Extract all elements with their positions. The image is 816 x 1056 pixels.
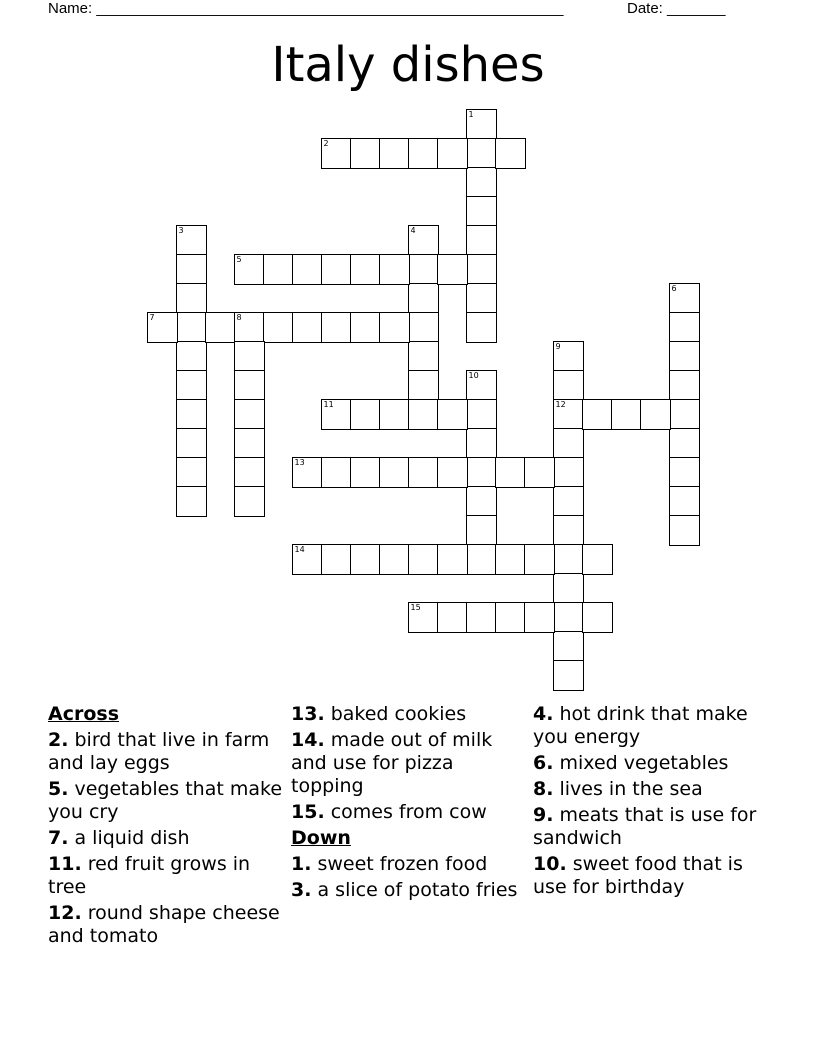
- grid-cell[interactable]: [495, 457, 526, 488]
- grid-cell[interactable]: [321, 544, 352, 575]
- clue-number: 8: [236, 312, 242, 322]
- grid-cell[interactable]: [553, 399, 584, 430]
- grid-cell[interactable]: [437, 544, 468, 575]
- clue-item-number: 9.: [533, 804, 554, 826]
- grid-cell[interactable]: [350, 457, 381, 488]
- grid-cell[interactable]: [553, 370, 584, 401]
- clue-item: [48, 902, 284, 948]
- grid-cell[interactable]: [408, 399, 439, 430]
- grid-cell[interactable]: [669, 283, 700, 314]
- grid-cell[interactable]: [176, 254, 207, 285]
- grid-cell[interactable]: [205, 312, 236, 343]
- grid-cell[interactable]: [466, 457, 497, 488]
- grid-cell[interactable]: [292, 457, 323, 488]
- grid-cell[interactable]: [321, 254, 352, 285]
- grid-cell[interactable]: [669, 515, 700, 546]
- grid-cell[interactable]: [582, 602, 613, 633]
- grid-cell[interactable]: [408, 225, 439, 256]
- clue-item: [291, 853, 527, 876]
- clue-number: 2: [323, 138, 329, 148]
- clue-item-text: a slice of potato fries: [311, 879, 518, 901]
- grid-cell[interactable]: [466, 283, 497, 314]
- clue-number: 13: [294, 457, 305, 467]
- grid-cell[interactable]: [553, 573, 584, 604]
- name-field-label[interactable]: Name: ________________________________________________________: [48, 0, 564, 17]
- clue-item-number: 1.: [291, 853, 312, 875]
- grid-cell[interactable]: [176, 312, 207, 343]
- clue-item-number: 6.: [533, 752, 554, 774]
- grid-cell[interactable]: [408, 341, 439, 372]
- clue-section-heading: Across: [48, 703, 120, 725]
- grid-cell[interactable]: [263, 312, 294, 343]
- clue-number: 1: [468, 109, 474, 119]
- grid-cell[interactable]: [408, 138, 439, 169]
- clue-item: [533, 752, 769, 775]
- grid-cell[interactable]: [437, 138, 468, 169]
- grid-cell[interactable]: [466, 515, 497, 546]
- grid-cell[interactable]: [437, 602, 468, 633]
- grid-cell[interactable]: [553, 660, 584, 691]
- clue-item: [48, 778, 284, 824]
- grid-cell[interactable]: [321, 312, 352, 343]
- grid-cell[interactable]: [408, 283, 439, 314]
- grid-cell[interactable]: [553, 341, 584, 372]
- grid-cell[interactable]: [669, 341, 700, 372]
- clue-item-text: sweet frozen food: [311, 853, 488, 875]
- clue-number: 15: [410, 602, 421, 612]
- clue-item-number: 13.: [291, 703, 325, 725]
- clue-item-text: vegetables that make you cry: [48, 778, 283, 823]
- clue-item-number: 15.: [291, 801, 325, 823]
- grid-cell[interactable]: [176, 341, 207, 372]
- grid-cell[interactable]: [553, 515, 584, 546]
- grid-cell[interactable]: [495, 138, 526, 169]
- clue-item: [48, 853, 284, 899]
- grid-cell[interactable]: [466, 109, 497, 140]
- clue-item-text: mixed vegetables: [553, 752, 729, 774]
- clue-number: 6: [671, 283, 677, 293]
- clue-item-number: 10.: [533, 853, 567, 875]
- clue-item-number: 7.: [48, 827, 69, 849]
- grid-cell[interactable]: [379, 138, 410, 169]
- grid-cell[interactable]: [176, 428, 207, 459]
- grid-cell[interactable]: [466, 254, 497, 285]
- page-title: Italy dishes: [271, 37, 545, 93]
- clue-item-text: sweet food that is use for birthday: [533, 853, 743, 898]
- grid-cell[interactable]: [466, 602, 497, 633]
- clue-number: 4: [410, 225, 416, 235]
- grid-cell[interactable]: [379, 254, 410, 285]
- clue-item: [533, 778, 769, 801]
- grid-cell[interactable]: [292, 254, 323, 285]
- grid-cell[interactable]: [379, 399, 410, 430]
- clue-number: 10: [468, 370, 479, 380]
- grid-cell[interactable]: [408, 602, 439, 633]
- grid-cell[interactable]: [582, 399, 613, 430]
- grid-cell[interactable]: [176, 399, 207, 430]
- grid-cell[interactable]: [466, 370, 497, 401]
- grid-cell[interactable]: [379, 544, 410, 575]
- grid-cell[interactable]: [466, 225, 497, 256]
- grid-cell[interactable]: [321, 399, 352, 430]
- grid-cell[interactable]: [234, 341, 265, 372]
- clue-item-number: 2.: [48, 729, 69, 751]
- grid-cell[interactable]: [321, 457, 352, 488]
- grid-cell[interactable]: [466, 312, 497, 343]
- grid-cell[interactable]: [466, 167, 497, 198]
- grid-cell[interactable]: [408, 370, 439, 401]
- grid-cell[interactable]: [553, 486, 584, 517]
- clue-item-number: 12.: [48, 902, 82, 924]
- grid-cell[interactable]: [582, 544, 613, 575]
- grid-cell[interactable]: [669, 312, 700, 343]
- grid-cell[interactable]: [350, 138, 381, 169]
- grid-cell[interactable]: [553, 428, 584, 459]
- clue-item: [291, 879, 527, 902]
- clue-number: 11: [323, 399, 334, 409]
- clues-column-1: [48, 703, 284, 951]
- grid-cell[interactable]: [234, 486, 265, 517]
- grid-cell[interactable]: [466, 428, 497, 459]
- clue-number: 5: [236, 254, 242, 264]
- clue-number: 9: [555, 341, 561, 351]
- clue-item: [48, 827, 284, 850]
- clue-item-number: 5.: [48, 778, 69, 800]
- grid-cell[interactable]: [669, 428, 700, 459]
- grid-cell[interactable]: [292, 312, 323, 343]
- grid-cell[interactable]: [234, 399, 265, 430]
- clue-item: [48, 729, 284, 775]
- clue-item-number: 4.: [533, 703, 554, 725]
- grid-cell[interactable]: [234, 312, 265, 343]
- grid-cell[interactable]: [408, 544, 439, 575]
- date-field-label[interactable]: Date: _______: [627, 0, 726, 17]
- grid-cell[interactable]: [669, 370, 700, 401]
- clue-number: 3: [178, 225, 184, 235]
- clue-item-number: 8.: [533, 778, 554, 800]
- clues-column-2: [291, 703, 527, 905]
- grid-cell[interactable]: [147, 312, 178, 343]
- clue-item-number: 14.: [291, 729, 325, 751]
- grid-cell[interactable]: [321, 138, 352, 169]
- grid-cell[interactable]: [495, 602, 526, 633]
- clue-item: [291, 703, 527, 726]
- grid-cell[interactable]: [553, 631, 584, 662]
- grid-cell[interactable]: [176, 225, 207, 256]
- grid-cell[interactable]: [524, 602, 555, 633]
- grid-cell[interactable]: [350, 254, 381, 285]
- grid-cell[interactable]: [350, 544, 381, 575]
- grid-cell[interactable]: [611, 399, 642, 430]
- grid-cell[interactable]: [553, 544, 584, 575]
- grid-cell[interactable]: [263, 254, 294, 285]
- grid-cell[interactable]: [466, 544, 497, 575]
- clue-number: 12: [555, 399, 566, 409]
- grid-cell[interactable]: [437, 457, 468, 488]
- grid-cell[interactable]: [466, 399, 497, 430]
- grid-cell[interactable]: [466, 196, 497, 227]
- clue-item: [533, 853, 769, 899]
- clue-item-text: bird that live in farm and lay eggs: [48, 729, 270, 774]
- grid-cell[interactable]: [437, 254, 468, 285]
- clue-number: 7: [149, 312, 155, 322]
- grid-cell[interactable]: [379, 312, 410, 343]
- grid-cell[interactable]: [524, 544, 555, 575]
- grid-cell[interactable]: [553, 457, 584, 488]
- grid-cell[interactable]: [437, 399, 468, 430]
- grid-cell[interactable]: [234, 370, 265, 401]
- grid-cell[interactable]: [234, 457, 265, 488]
- clue-item-number: 3.: [291, 879, 312, 901]
- grid-cell[interactable]: [669, 457, 700, 488]
- grid-cell[interactable]: [640, 399, 671, 430]
- clue-item-text: a liquid dish: [68, 827, 190, 849]
- grid-cell[interactable]: [408, 312, 439, 343]
- grid-cell[interactable]: [292, 544, 323, 575]
- clue-item-text: comes from cow: [324, 801, 487, 823]
- grid-cell[interactable]: [234, 428, 265, 459]
- grid-cell[interactable]: [669, 399, 700, 430]
- grid-cell[interactable]: [408, 457, 439, 488]
- clue-item-text: hot drink that make you energy: [533, 703, 748, 748]
- clue-item-text: red fruit grows in tree: [48, 853, 251, 898]
- grid-cell[interactable]: [466, 486, 497, 517]
- clue-item: [533, 703, 769, 749]
- grid-cell[interactable]: [669, 486, 700, 517]
- grid-cell[interactable]: [466, 138, 497, 169]
- clue-item: [291, 729, 527, 798]
- grid-cell[interactable]: [176, 457, 207, 488]
- clue-item-text: baked cookies: [324, 703, 467, 725]
- grid-cell[interactable]: [408, 254, 439, 285]
- clue-item: [291, 801, 527, 824]
- grid-cell[interactable]: [495, 544, 526, 575]
- grid-cell[interactable]: [350, 312, 381, 343]
- clue-item-text: meats that is use for sandwich: [533, 804, 757, 849]
- clue-item-text: lives in the sea: [553, 778, 703, 800]
- grid-cell[interactable]: [176, 370, 207, 401]
- clue-item-text: round shape cheese and tomato: [48, 902, 280, 947]
- clue-item-number: 11.: [48, 853, 82, 875]
- grid-cell[interactable]: [553, 602, 584, 633]
- grid-cell[interactable]: [176, 486, 207, 517]
- grid-cell[interactable]: [234, 254, 265, 285]
- clue-item-text: made out of milk and use for pizza topping: [291, 729, 493, 797]
- clue-section-heading: Down: [291, 827, 351, 849]
- grid-cell[interactable]: [524, 457, 555, 488]
- clues-column-3: [533, 703, 769, 902]
- clue-number: 14: [294, 544, 305, 554]
- grid-cell[interactable]: [176, 283, 207, 314]
- grid-cell[interactable]: [379, 457, 410, 488]
- clue-item: [533, 804, 769, 850]
- grid-cell[interactable]: [350, 399, 381, 430]
